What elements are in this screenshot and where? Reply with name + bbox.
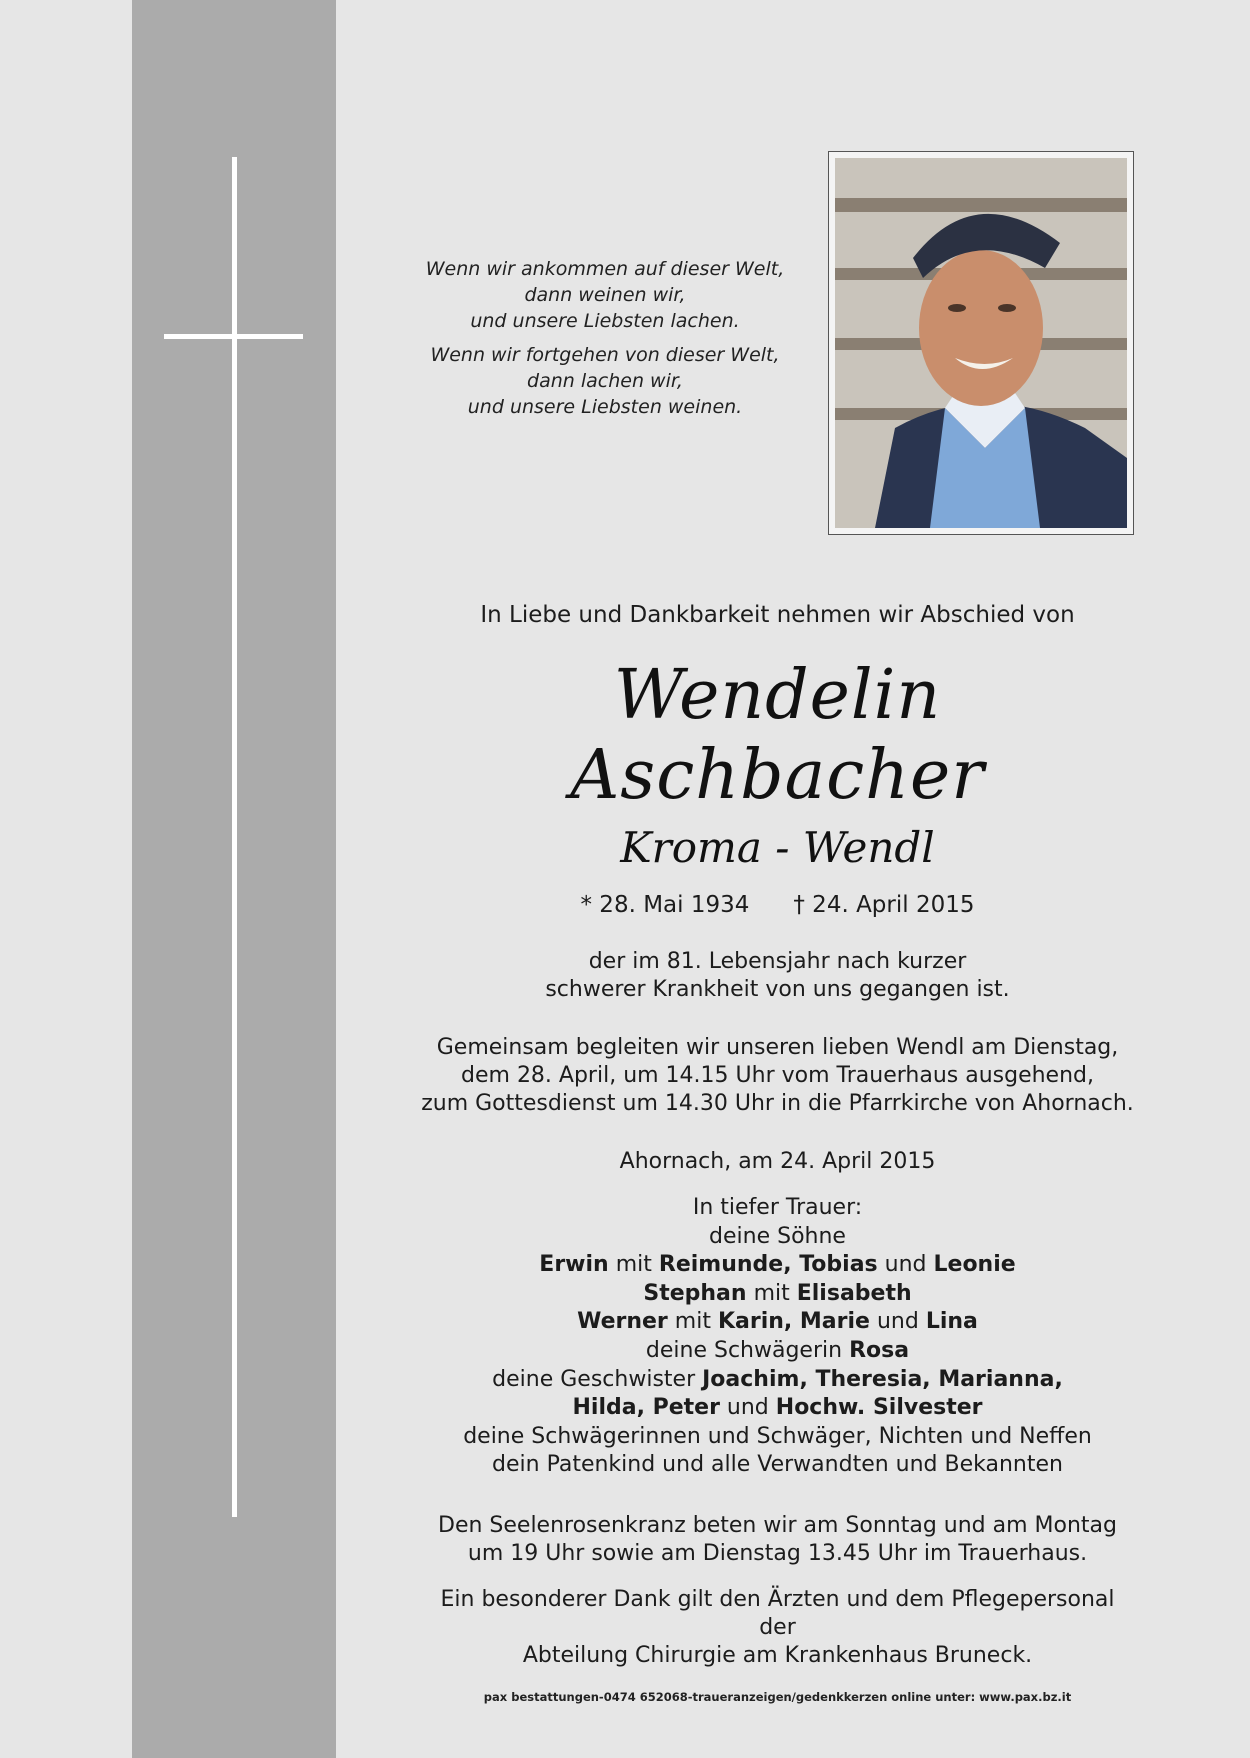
cross-horizontal-bar [164,334,303,339]
mourners-line: dein Patenkind und alle Verwandten und Bekannten [492,1452,1063,1478]
cross-vertical-bar [232,157,237,1517]
mourners-sons-label: deine Söhne [709,1223,846,1249]
illness-line: der im 81. Lebensjahr nach kurzer [588,949,967,974]
poem-line: dann weinen wir, [524,284,686,306]
place-date: Ahornach, am 24. April 2015 [619,1149,936,1174]
mourners-line: deine Schwägerin Rosa [645,1337,910,1363]
mourners-line: Werner mit Karin, Marie und Lina [577,1309,978,1335]
mourners-line: deine Schwägerinnen und Schwäger, Nichten und Neffen [463,1423,1092,1449]
portrait-illustration [835,158,1127,528]
funeral-line: Gemeinsam begleiten wir unseren lieben Wendl am Dienstag, [436,1035,1119,1060]
poem-line: Wenn wir ankommen auf dieser Welt, [425,258,785,280]
deceased-nickname: Kroma - Wendl [620,823,935,872]
poem-line: und unsere Liebsten lachen. [470,310,740,332]
rosary-text [420,1512,1135,1568]
poem-line: Wenn wir fortgehen von dieser Welt, [430,344,780,366]
life-dates [420,890,1135,920]
thanks-line: Ein besonderer Dank gilt den Ärzten und dem Pflegepersonal der [440,1586,1115,1640]
rosary-line: Den Seelenrosenkranz beten wir am Sonntag und am Montag [438,1512,1117,1538]
poem-stanza-2 [405,342,805,420]
thanks-line: Abteilung Chirurgie am Krankenhaus Bruneck. [522,1642,1033,1668]
poem [405,256,805,428]
illness-text [420,948,1135,1004]
death-date: † 24. April 2015 [793,892,975,918]
mourners-list [420,1194,1135,1480]
illness-line: schwerer Krankheit von uns gegangen ist. [545,977,1010,1002]
deceased-name: Wendelin Aschbacher [570,656,985,815]
birth-date: * 28. Mai 1934 [580,892,750,918]
portrait-frame [828,151,1134,535]
mourners-line: Erwin mit Reimunde, Tobias und Leonie [539,1252,1016,1278]
rosary-line: um 19 Uhr sowie am Dienstag 13.45 Uhr im Trauerhaus. [467,1540,1088,1566]
funeral-text [420,1034,1135,1118]
mourners-line: Stephan mit Elisabeth [643,1280,912,1306]
mourners-line: Hilda, Peter und Hochw. Silvester [572,1395,983,1421]
poem-stanza-1 [405,256,805,334]
poem-line: und unsere Liebsten weinen. [467,396,743,418]
intro-text: In Liebe und Dankbarkeit nehmen wir Abschied von [480,602,1075,628]
funeral-line: dem 28. April, um 14.15 Uhr vom Trauerhaus ausgehend, [461,1063,1094,1088]
thanks-text [420,1586,1135,1670]
notice-body [420,600,1135,1700]
portrait-photo [835,158,1127,528]
poem-line: dann lachen wir, [527,370,683,392]
footer-credit: pax bestattungen-0474 652068-traueranzeigen/gedenkkerzen online unter: www.pax.bz.it [483,1690,1072,1704]
mourners-heading: In tiefer Trauer: [692,1195,863,1220]
funeral-line: zum Gottesdienst um 14.30 Uhr in die Pfarrkirche von Ahornach. [421,1091,1134,1116]
mourners-line: deine Geschwister Joachim, Theresia, Marianna, [492,1366,1063,1392]
